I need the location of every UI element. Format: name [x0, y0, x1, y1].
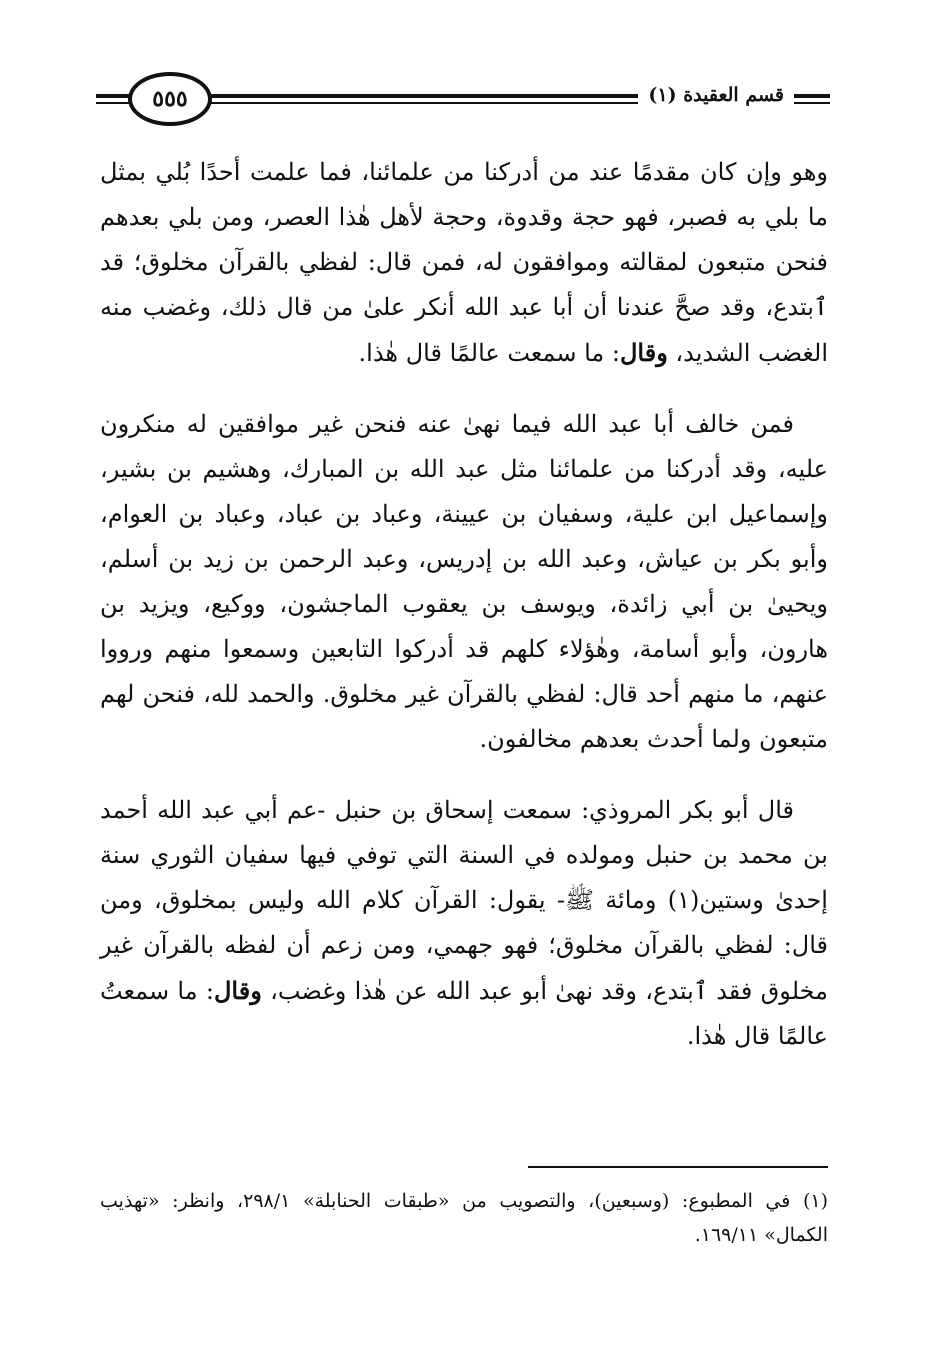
paragraph-2-text: فمن خالف أبا عبد الله فيما نهىٰ عنه فنحن غير موافقين له منكرون عليه، وقد أدركنا من علمائنا مثل عبد الله بن المبارك، وهشيم بن بشير، وإسماعيل ابن علية، وسفيان بن عيينة، وعباد بن عباد، وعباد بن العوام، وأبو بكر بن عياش، وعبد الله بن إدريس، وعبد الرحمن بن زيد بن أسلم، ويحيىٰ بن أبي زائدة، ويوسف بن يعقوب الماجشون، ووكيع، ويزيد بن هارون، وأبو أسامة، وهٰؤلاء كلهم قد أدركوا التابعين وسمعوا منهم ورووا عنهم، ما منهم أحد قال: لفظي بالقرآن غير مخلوق. والحمد لله، فنحن لهم متبعون ولما أحدث بعدهم مخالفون.	[100, 410, 829, 753]
paragraph-1-bold-said: وقال	[619, 338, 668, 367]
paragraph-1-text: وهو وإن كان مقدمًا عند من أدركنا من علمائنا، فما علمت أحدًا بُلي بمثل ما بلي به فصبر، فهو حجة وقدوة، وحجة لأهل هٰذا العصر، ومن بلي بعدهم فنحن متبعون لمقالته وموافقون له، فمن قال: لفظي بالقرآن مخلوق؛ قد ٱبتدع، وقد صحَّ عندنا أن أبا عبد الله أنكر علىٰ من قال ذلك، وغضب منه الغضب الشديد،	[100, 158, 828, 367]
page-number: ٥٥٥	[128, 72, 212, 126]
paragraph-3-text: قال أبو بكر المروذي: سمعت إسحاق بن حنبل -عم أبي عبد الله أحمد بن محمد بن حنبل ومولده في السنة التي توفي فيها سفيان الثوري سنة إحدىٰ وستين(١) ومائة ﷺ- يقول: القرآن كلام الله وليس بمخلوق، ومن قال: لفظي بالقرآن مخلوق؛ فهو جهمي، ومن زعم أن لفظه بالقرآن غير مخلوق فقد ٱبتدع، وقد نهىٰ أبو عبد الله عن هٰذا وغضب،	[100, 796, 828, 1005]
paragraph-3	[100, 788, 828, 1059]
page-header	[96, 72, 830, 128]
footnote: (١) في المطبوع: (وسبعين)، والتصويب من «طبقات الحنابلة» ٢٩٨/١، وانظر: «تهذيب الكمال» ١٦٩/١١.	[100, 1190, 828, 1246]
main-text	[100, 150, 828, 1059]
paragraph-3-quote: : ما سمعتُ عالمًا قال هٰذا.	[100, 977, 828, 1050]
paragraph-1	[100, 150, 828, 376]
paragraph-2	[100, 402, 828, 762]
paragraph-1-quote: : ما سمعت عالمًا قال هٰذا.	[358, 339, 620, 367]
running-title: قسم العقيدة (١)	[638, 84, 794, 106]
footnote-separator	[528, 1166, 828, 1168]
paragraph-3-bold-said: وقال	[213, 976, 262, 1005]
